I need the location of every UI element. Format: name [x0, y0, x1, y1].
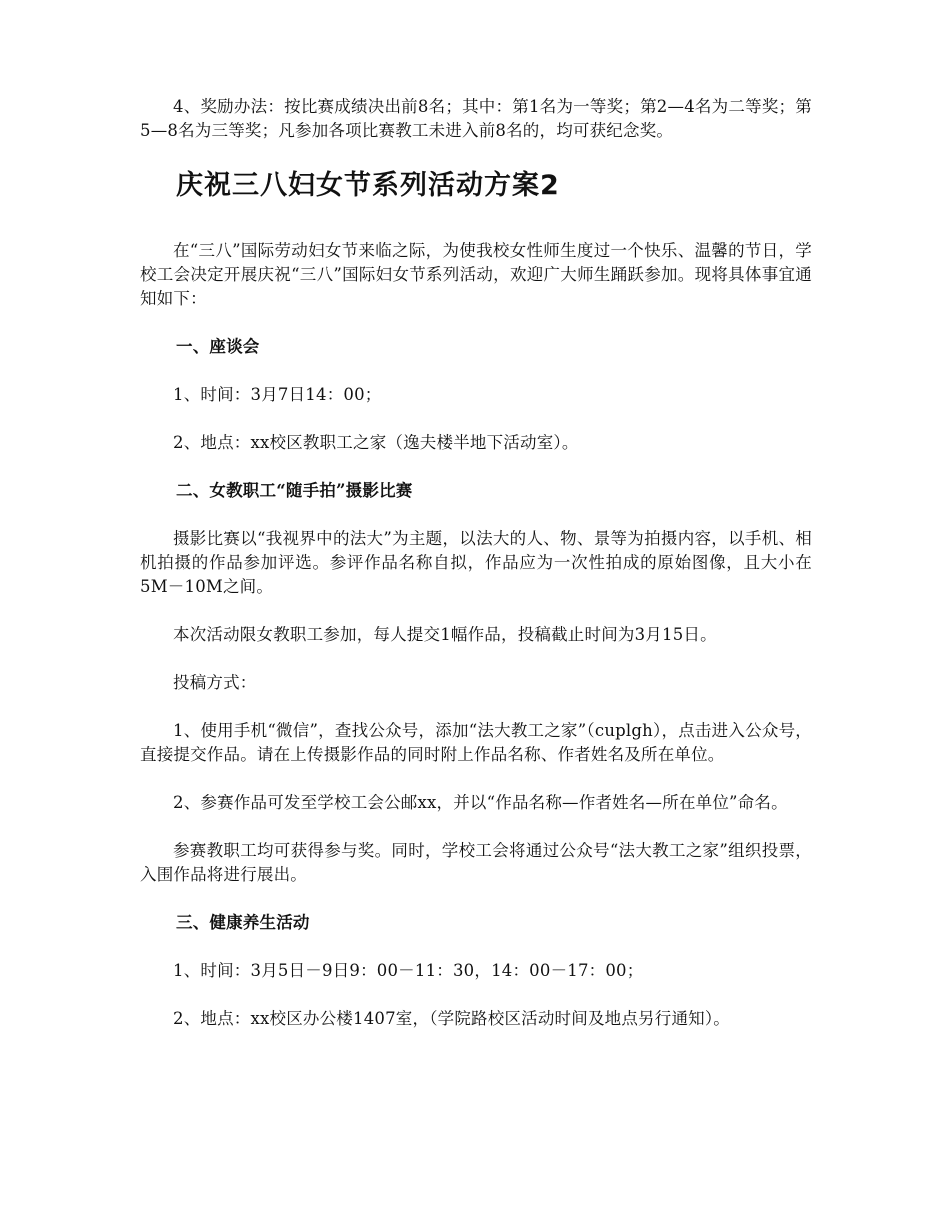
section-heading-symposium: 一、座谈会: [176, 337, 260, 356]
section-heading-health: 三、健康养生活动: [176, 913, 310, 932]
health-location: 2、地点：xx校区办公楼1407室，（学院路校区活动时间及地点另行通知）。: [173, 1009, 730, 1028]
symposium-time: 1、时间：3月7日14：00；: [173, 385, 382, 404]
submit-method-1: 1、使用手机“微信”，查找公众号，添加“法大教工之家”（cuplgh），点击进入公众号，直接提交作品。请在上传摄影作品的同时附上作品名称、作者姓名及所在单位。: [140, 721, 812, 764]
photo-theme-paragraph: 摄影比赛以“我视界中的法大”为主题，以法大的人、物、景等为拍摄内容，以手机、相机拍摄的作品参加评选。参评作品名称自拟，作品应为一次性拍成的原始图像，且大小在5M－10M之间。: [140, 529, 812, 596]
intro-paragraph: 4、奖励办法：按比赛成绩决出前8名；其中：第1名为一等奖；第2—4名为二等奖；第5—8名为三等奖；凡参加各项比赛教工未进入前8名的，均可获纪念奖。: [140, 97, 812, 140]
submit-method-2: 2、参赛作品可发至学校工会公邮xx，并以“作品名称—作者姓名—所在单位”命名。: [173, 793, 788, 812]
document-body: [140, 95, 812, 1055]
section-heading-photo-contest: 二、女教职工“随手拍”摄影比赛: [176, 481, 413, 500]
symposium-location: 2、地点：xx校区教职工之家（逸夫楼半地下活动室）。: [173, 433, 579, 452]
submit-method-label: 投稿方式：: [173, 673, 257, 692]
health-time: 1、时间：3月5日－9日9：00－11：30，14：00－17：00；: [173, 961, 644, 980]
document-title: 庆祝三八妇女节系列活动方案2: [176, 170, 560, 201]
opening-paragraph: 在“三八”国际劳动妇女节来临之际，为使我校女性师生度过一个快乐、温馨的节日，学校工会决定开展庆祝“三八”国际妇女节系列活动，欢迎广大师生踊跃参加。现将具体事宜通知如下：: [140, 241, 812, 308]
photo-limit-paragraph: 本次活动限女教职工参加，每人提交1幅作品，投稿截止时间为3月15日。: [173, 625, 717, 644]
photo-award-paragraph: 参赛教职工均可获得参与奖。同时，学校工会将通过公众号“法大教工之家”组织投票，入围作品将进行展出。: [140, 841, 812, 884]
